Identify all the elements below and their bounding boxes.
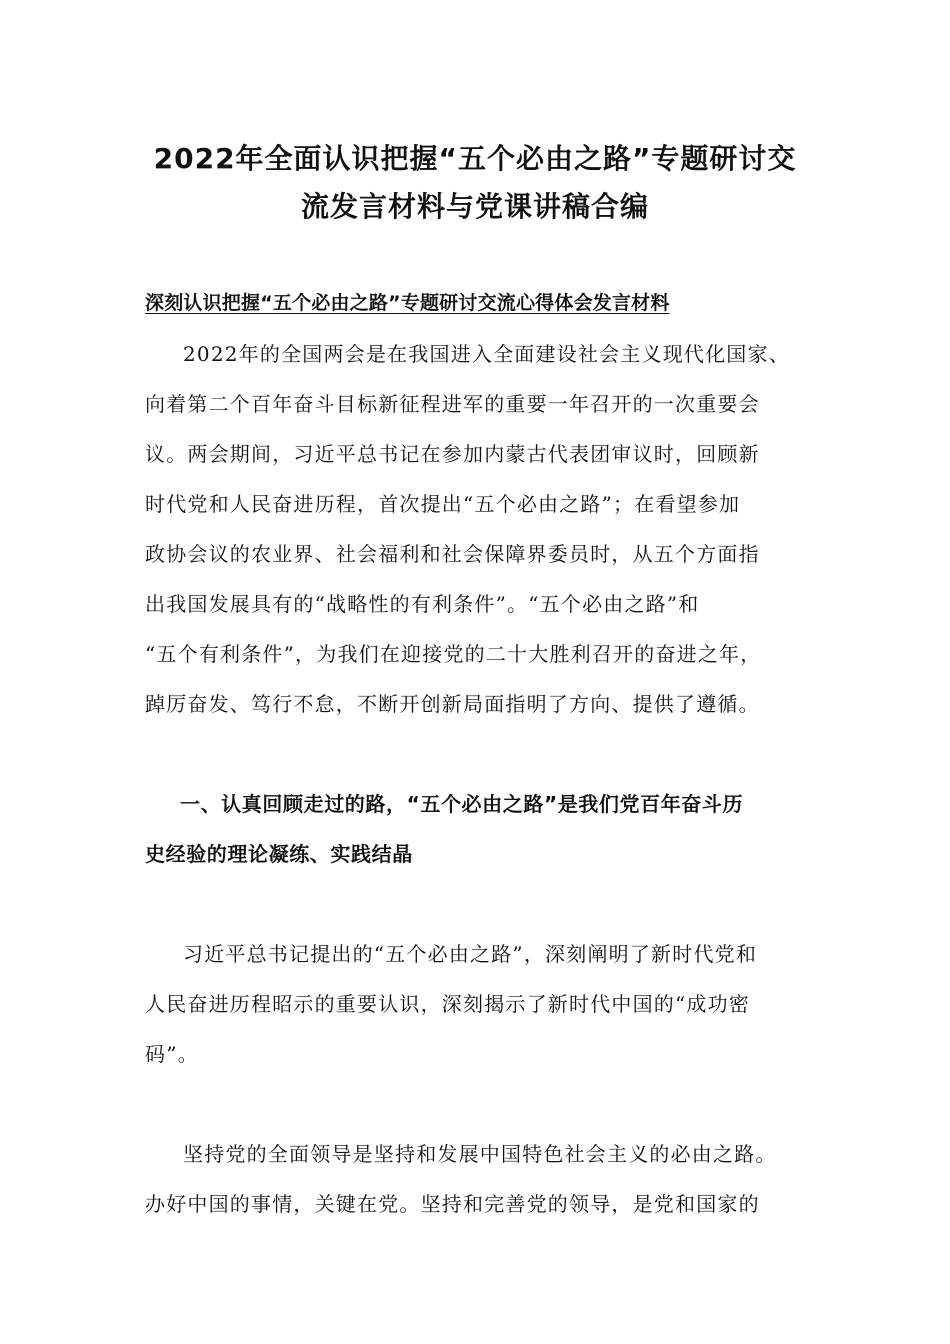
intro-line: 向着第二个百年奋斗目标新征程进军的重要一年召开的一次重要会 bbox=[145, 392, 760, 416]
section-heading-line-1: 一、认真回顾走过的路，“五个必由之路”是我们党百年奋斗历 bbox=[180, 792, 744, 816]
intro-line: 时代党和人民奋进历程，首次提出“五个必由之路”；在看望参加 bbox=[145, 492, 741, 516]
intro-line: 议。两会期间，习近平总书记在参加内蒙古代表团审议时，回顾新 bbox=[145, 442, 760, 466]
section-heading-line-2: 史经验的理论凝练、实践结晶 bbox=[145, 842, 413, 866]
paragraph-line: 坚持党的全面领导是坚持和发展中国特色社会主义的必由之路。 bbox=[183, 1142, 777, 1166]
paragraph-line: 码”。 bbox=[145, 1042, 199, 1066]
paragraph-line: 习近平总书记提出的“五个必由之路”，深刻阐明了新时代党和 bbox=[183, 942, 758, 966]
intro-line: 踔厉奋发、笃行不怠，不断开创新局面指明了方向、提供了遵循。 bbox=[145, 692, 760, 716]
intro-line: 政协会议的农业界、社会福利和社会保障界委员时，从五个方面指 bbox=[145, 542, 760, 566]
paragraph-line: 人民奋进历程昭示的重要认识，深刻揭示了新时代中国的“成功密 bbox=[145, 992, 751, 1016]
section-subtitle: 深刻认识把握“五个必由之路”专题研讨交流心得体会发言材料 bbox=[145, 292, 670, 314]
intro-line: 2022年的全国两会是在我国进入全面建设社会主义现代化国家、 bbox=[183, 342, 790, 366]
intro-line: 出我国发展具有的“战略性的有利条件”。“五个必由之路”和 bbox=[145, 592, 700, 616]
paragraph-line: 办好中国的事情，关键在党。坚持和完善党的领导，是党和国家的 bbox=[145, 1192, 760, 1216]
document-title-line-1: 2022年全面认识把握“五个必由之路”专题研讨交 bbox=[153, 142, 797, 175]
document-title-line-2: 流发言材料与党课讲稿合编 bbox=[300, 190, 649, 223]
intro-line: “五个有利条件”，为我们在迎接党的二十大胜利召开的奋进之年， bbox=[145, 642, 762, 666]
